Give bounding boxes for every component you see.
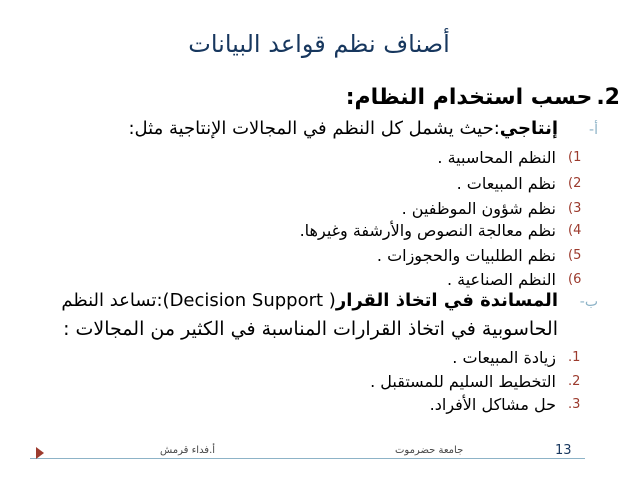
list-item-text: نظم معالجة النصوص والأرشفة وغيرها.: [299, 221, 556, 240]
list-item-number: .2: [568, 374, 581, 389]
subsection-b-continuation: الحاسوبية في اتخاذ القرارات المناسبة في الكثير من المجالات :: [63, 318, 558, 340]
list-item-number: (2: [568, 176, 582, 191]
list-item: [401, 199, 582, 218]
subsection-b-label: المساندة في اتخاذ القرار: [335, 290, 558, 311]
list-item: [429, 395, 581, 414]
section-heading: [346, 85, 620, 110]
subsection-b-marker: ب-: [579, 294, 598, 310]
list-item: [456, 174, 582, 193]
list-item-number: (5: [568, 248, 582, 263]
list-item: [437, 148, 582, 167]
list-item-text: زيادة المبيعات .: [452, 348, 556, 367]
list-item-text: النظم الصناعية .: [446, 270, 556, 289]
footer-university: جامعة حضرموت: [395, 445, 464, 456]
list-item-number: (4: [568, 223, 582, 238]
subsection-b: [61, 290, 598, 311]
subsection-b-text: :تساعد النظم: [61, 290, 163, 311]
list-item-number: .1: [568, 350, 581, 365]
list-item-number: (1: [568, 150, 582, 165]
list-item-text: التخطيط السليم للمستقبل .: [370, 372, 556, 391]
triangle-marker-icon: [36, 447, 44, 459]
list-item-text: نظم المبيعات .: [456, 174, 556, 193]
list-item-text: حل مشاكل الأفراد.: [429, 395, 556, 414]
subsection-a-label: إنتاجي: [499, 118, 558, 139]
list-item: [376, 246, 582, 265]
list-item-number: (6: [568, 272, 582, 287]
list-item-text: نظم الطلبيات والحجوزات .: [376, 246, 556, 265]
list-item-text: نظم شؤون الموظفين .: [401, 199, 556, 218]
list-item: [299, 221, 582, 240]
slide-number: 13: [555, 443, 572, 458]
footer-author: أ.فداء قرمش: [160, 445, 216, 456]
footer-divider: [30, 458, 585, 459]
subsection-a-marker: أ-: [589, 122, 598, 138]
list-item: [452, 348, 581, 367]
section-label: حسب استخدام النظام:: [345, 85, 593, 110]
list-item-number: (3: [568, 201, 582, 216]
subsection-a-text: :حيث يشمل كل النظم في المجالات الإنتاجية مثل:: [128, 118, 500, 139]
slide-title: أصناف نظم قواعد البيانات: [188, 30, 450, 58]
list-item-text: النظم المحاسبية .: [437, 148, 556, 167]
list-item: [446, 270, 582, 289]
subsection-b-english: (Decision Support ): [162, 290, 336, 311]
list-item-number: .3: [568, 397, 581, 412]
list-item: [370, 372, 581, 391]
subsection-a: [128, 118, 598, 139]
section-number: .2: [596, 85, 620, 110]
